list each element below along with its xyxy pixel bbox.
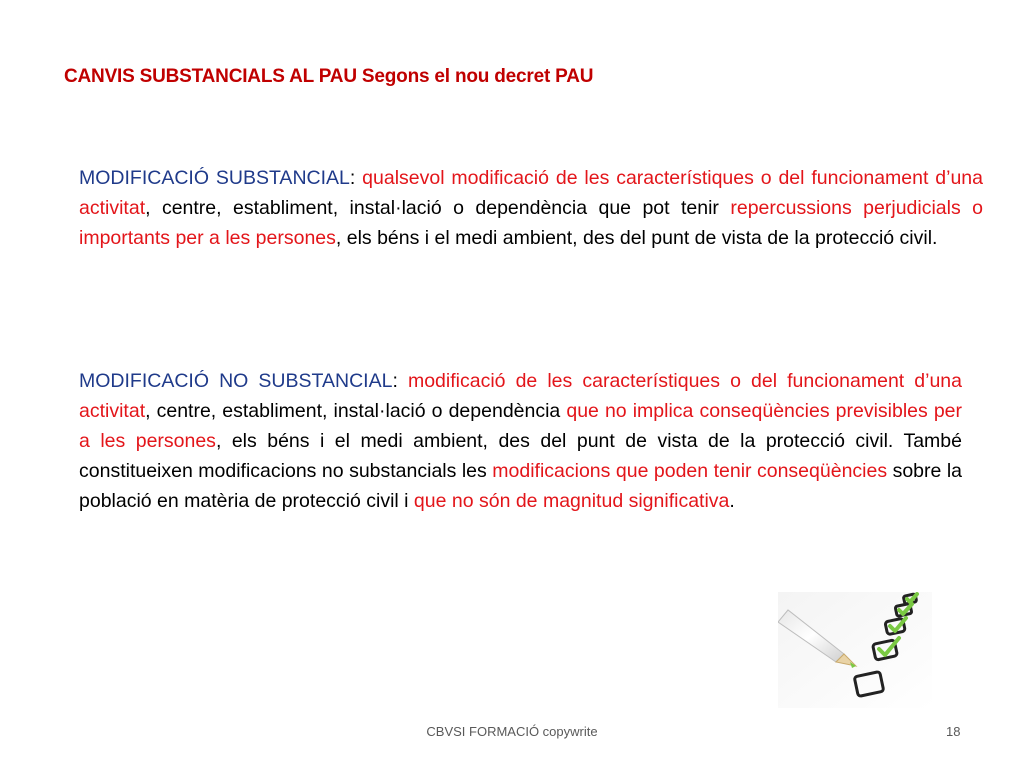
- text-segment: , centre, establiment, instal·lació o dependència que pot tenir: [145, 197, 731, 219]
- highlight-segment: repercussions perjudicials o importants per a les persones: [79, 197, 983, 249]
- highlight-segment: que no implica conseqüències previsibles per a les persones: [79, 400, 963, 452]
- footer-text: CBVSI FORMACIÓ copywrite: [426, 724, 598, 739]
- page-number: 18: [946, 724, 961, 739]
- term-non-substantial-modification: MODIFICACIÓ NO SUBSTANCIAL: [79, 370, 393, 392]
- text-segment: , els béns i el medi ambient, des del punt de vista de la protecció civil.: [335, 227, 938, 249]
- highlight-segment: que no són de magnitud significativa: [413, 490, 730, 512]
- highlight-segment: modificació de les característiques o del funcionament d’una activitat: [79, 370, 963, 422]
- highlight-segment: modificacions que poden tenir conseqüències: [492, 460, 888, 482]
- definition-non-substantial-modification: [79, 366, 962, 516]
- text-segment: :: [349, 167, 363, 189]
- text-segment: sobre la població en matèria de protecció civil i: [79, 460, 963, 512]
- slide-title: CANVIS SUBSTANCIALS AL PAU Segons el nou decret PAU: [64, 66, 594, 87]
- text-segment: :: [392, 370, 408, 392]
- text-segment: .: [729, 490, 735, 512]
- definition-substantial-modification: [79, 163, 983, 253]
- text-segment: , centre, establiment, instal·lació o dependència: [145, 400, 567, 422]
- checklist-with-pencil-icon: [778, 592, 932, 708]
- term-substantial-modification: MODIFICACIÓ SUBSTANCIAL: [79, 167, 350, 189]
- text-segment: , els béns i el medi ambient, des del punt de vista de la protecció civil. També constitueixen modificacions no substancials les: [79, 430, 962, 482]
- highlight-segment: qualsevol modificació de les característiques o del funcionament d’una activitat: [79, 167, 983, 219]
